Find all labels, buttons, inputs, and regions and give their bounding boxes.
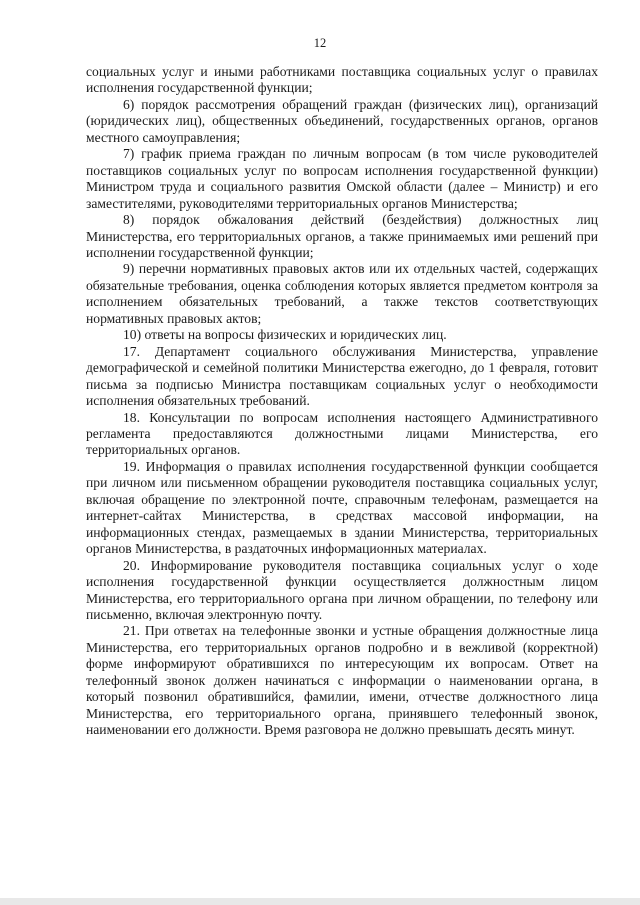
paragraph-item-8: 8) порядок обжалования действий (бездействия) должностных лиц Министерства, его территориальных органов, а также принимаемых ими решений при исполнении государственной функции; bbox=[86, 212, 598, 260]
paragraph-section-19: 19. Информация о правилах исполнения государственной функции сообщается при личном или письменном обращении руководителя поставщика социальных услуг, включая обращение по электронной почте, справочным телефонам, размещается на интернет-сайтах Министерства, в средствах массовой информации, на информационных стендах, размещаемых в здании Министерства, территориальных органов Министерства, в раздаточных информационных материалах. bbox=[86, 458, 598, 557]
paragraph-item-10: 10) ответы на вопросы физических и юридических лиц. bbox=[123, 327, 447, 343]
paragraph-item-6: 6) порядок рассмотрения обращений граждан (физических лиц), организаций (юридических лиц), общественных объединений, государственных органов, органов местного самоуправления; bbox=[86, 96, 598, 145]
paragraph-section-20: 20. Информирование руководителя поставщика социальных услуг о ходе исполнения государственной функции осуществляется должностным лицом Министерства, его территориального органа при личном обращении, по телефону или письменно, включая электронную почту. bbox=[86, 557, 598, 622]
paragraph-item-9: 9) перечни нормативных правовых актов или их отдельных частей, содержащих обязательные требования, оценка соблюдения которых является предметом контроля за исполнением обязательных требований, а также текстов соответствующих нормативных правовых актов; bbox=[86, 261, 598, 326]
paragraph-section-18: 18. Консультации по вопросам исполнения настоящего Административного регламента предоставляются должностными лицами Министерства, его территориальных органов. bbox=[86, 409, 598, 458]
paragraph-section-21: 21. При ответах на телефонные звонки и устные обращения должностные лица Министерства, его территориальных органов подробно и в вежливой (корректной) форме информируют обратившихся по интересующим их вопросам. Ответ на телефонный звонок должен начинаться с информации о наименовании органа, в который позвонил обратившийся, фамилии, имени, отчестве должностного лица Министерства, его территориального органа, принявшего телефонный звонок, наименовании его должности. Время разговора не должно превышать десять минут. bbox=[86, 623, 598, 738]
page-number: 12 bbox=[313, 36, 327, 50]
paragraph-section-17: 17. Департамент социального обслуживания Министерства, управление демографической и семейной политики Министерства ежегодно, до 1 февраля, готовит письма за подписью Министра поставщикам социальных услуг о необходимости исполнения обязательных требований. bbox=[86, 343, 598, 409]
document-body bbox=[86, 64, 598, 739]
paragraph-continuation: социальных услуг и иными работниками поставщика социальных услуг о правилах исполнения государственной функции; bbox=[86, 64, 598, 96]
paragraph-item-7: 7) график приема граждан по личным вопросам (в том числе руководителей поставщиков социальных услуг по вопросам исполнения государственной функции) Министром труда и социального развития Омской области (далее – Министр) и его заместителями, руководителями территориальных органов Министерства; bbox=[86, 146, 598, 211]
page-bottom-edge bbox=[0, 898, 640, 905]
